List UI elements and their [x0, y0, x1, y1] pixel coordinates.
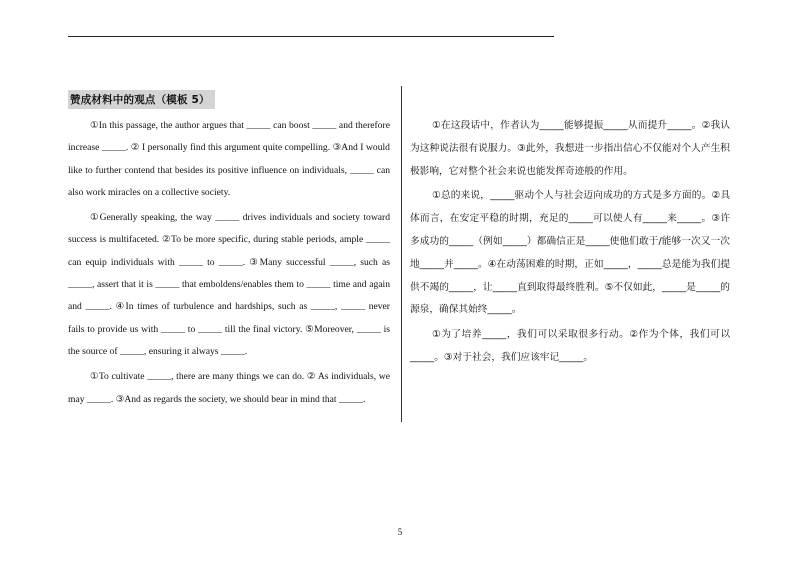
english-sentence: ② I personally find this argument quite compelling. [130, 142, 331, 154]
chinese-sentence: ②具体而言，在安定平稳的时期，充足的_____可以使人有_____来_____。 [410, 190, 731, 225]
chinese-paragraph-1 [410, 115, 730, 183]
english-paragraph-2 [68, 207, 390, 363]
header-rule [68, 36, 554, 37]
chinese-sentence: ④在动荡困难的时期，正如_____，_____总是能为我们提供不竭的_____，让_____直到取得最终胜利。 [410, 258, 731, 293]
page-title: 赞成材料中的观点（模板 5） [68, 90, 215, 109]
chinese-sentence: ①在这段话中，作者认为_____能够提振_____从而提升_____。 [432, 120, 702, 131]
english-paragraph-3 [68, 366, 390, 411]
chinese-sentence: ①为了培养_____，我们可以采取很多行动。 [432, 329, 630, 341]
english-sentence: ②To be more specific, during stable periods, ample _____ can equip individuals with _____ to _____. [68, 234, 391, 268]
english-paragraph-1 [68, 115, 390, 204]
column-divider [401, 86, 402, 422]
chinese-sentence: ①总的来说，_____驱动个人与社会迈向成功的方式是多方面的。 [432, 190, 712, 202]
chinese-sentence: ③此外，我想进一步指出信心不仅能对个人产生积极影响，它对整个社会来说也能发挥奇迹般的作用。 [410, 142, 730, 177]
english-sentence: ①Generally speaking, the way _____ drives individuals and society toward success is multifaceted. [68, 212, 390, 246]
chinese-sentence: ③对于社会，我们应该牢记_____。 [443, 351, 594, 363]
chinese-sentence: ②我认为这种说法很有说服力。 [410, 120, 731, 154]
english-sentence: ② As individuals, we may _____. [68, 371, 390, 405]
english-sentence: ①To cultivate _____, there are many things we can do. [90, 371, 305, 383]
english-sentence: ③And I would like to further contend that besides its positive influence on individuals, _____ can also work miracles on a collective society. [68, 142, 390, 198]
english-sentence: ⑤Moreover, _____ is the source of _____, ensuring it always _____. [68, 323, 390, 357]
chinese-sentence: ⑤不仅如此，_____是_____的源泉，确保其始终_____。 [410, 281, 730, 316]
chinese-paragraph-2 [410, 185, 730, 322]
chinese-column [410, 90, 730, 372]
page-number: 5 [397, 527, 403, 537]
english-sentence: ③Many successful _____, such as _____, assert that it is _____ that emboldens/enables them to _____ time and again and _____. [68, 256, 390, 313]
chinese-sentence: ③许多成功的_____（例如_____）都确信正是_____使他们敢于/能够一次又一次地_____并_____。 [410, 213, 731, 270]
chinese-sentence: ②作为个体，我们可以_____。 [410, 329, 731, 363]
english-sentence: ③And as regards the society, we should bear in mind that _____. [115, 393, 366, 405]
english-sentence: ①In this passage, the author argues that _____ can boost _____ and therefore increase _____. [68, 120, 390, 154]
english-sentence: ④In times of turbulence and hardships, such as _____, _____ never fails to provide us with _____ to _____ till the final victory. [68, 301, 390, 335]
chinese-paragraph-3 [410, 324, 730, 370]
english-column [68, 90, 390, 414]
